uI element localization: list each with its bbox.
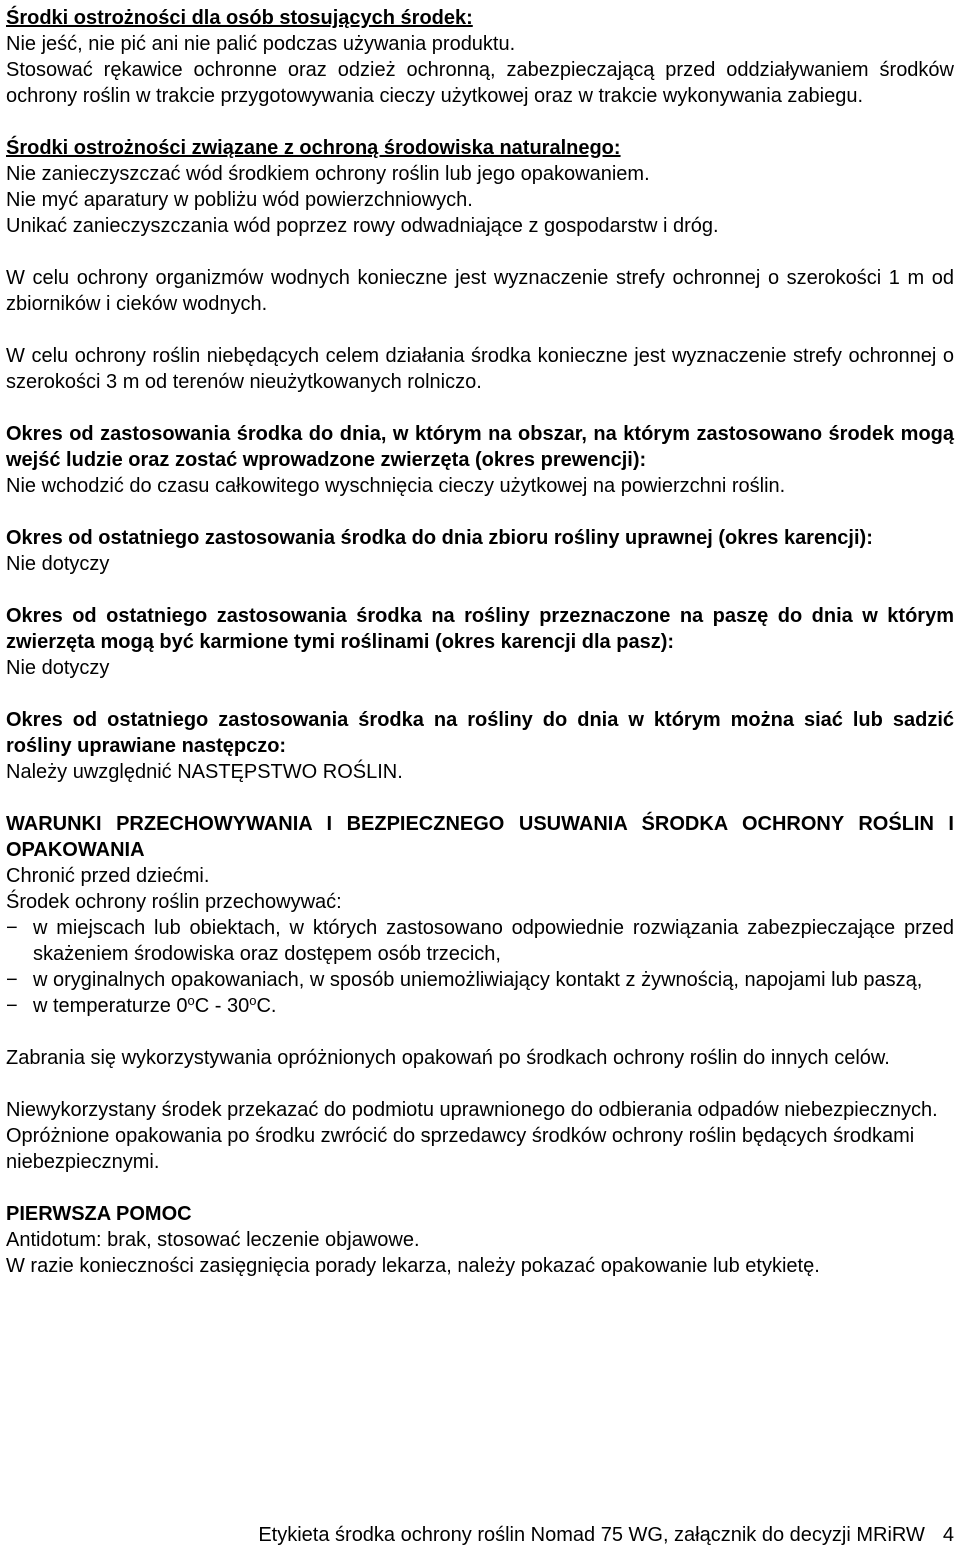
section-storage xyxy=(6,811,954,1019)
disposal-line: Niewykorzystany środek przekazać do podmiotu uprawnionego do odbierania odpadów niebezpiecznych. xyxy=(6,1099,938,1121)
section-disposal xyxy=(6,1097,954,1175)
reentry-title: Okres od zastosowania środka do dnia, w którym na obszar, na którym zastosowano środek mogą wejść ludzie oraz zostać wprowadzone zwierzęta (okres prewencji): xyxy=(6,423,954,471)
env-precautions-line: Nie myć aparatury w pobliżu wód powierzchniowych. xyxy=(6,189,473,211)
reuse-prohibition: Zabrania się wykorzystywania opróżnionych opakowań po środkach ochrony roślin do innych celów. xyxy=(6,1047,890,1069)
env-precautions-line: Nie zanieczyszczać wód środkiem ochrony roślin lub jego opakowaniem. xyxy=(6,163,650,185)
section-feed-interval xyxy=(6,603,954,681)
temperature-text: w temperaturze 0$^o$C - 30$^o$C. xyxy=(33,993,277,1017)
first-aid-line: Antidotum: brak, stosować leczenie objawowe. xyxy=(6,1229,420,1251)
dash-bullet-icon: − xyxy=(6,917,18,939)
dash-bullet-icon: − xyxy=(6,969,18,991)
footer-text: Etykieta środka ochrony roślin Nomad 75 WG, załącznik do decyzji MRiRW xyxy=(258,1524,925,1546)
feed-interval-title: Okres od ostatniego zastosowania środka na rośliny przeznaczone na paszę do dnia w którym zwierzęta mogą być karmione tymi roślinami (okres karencji dla pasz): xyxy=(6,605,954,653)
list-item xyxy=(6,967,954,993)
section-first-aid xyxy=(6,1201,954,1279)
user-precautions-line: Stosować rękawice ochronne oraz odzież ochronną, zabezpieczającą przed oddziaływaniem środków ochrony roślin w trakcie przygotowywania cieczy użytkowej oraz w trakcie wykonywania zabiegu. xyxy=(6,59,954,107)
buffer-zone-plants: W celu ochrony roślin niebędących celem działania środka konieczne jest wyznaczenie strefy ochronnej o szerokości 3 m od terenów nieużytkowanych rolniczo. xyxy=(6,345,954,393)
page-footer xyxy=(258,1522,954,1548)
env-precautions-line: Unikać zanieczyszczania wód poprzez rowy odwadniające z gospodarstw i dróg. xyxy=(6,215,719,237)
reentry-text: Nie wchodzić do czasu całkowitego wyschnięcia cieczy użytkowej na powierzchni roślin. xyxy=(6,475,786,497)
section-reentry xyxy=(6,421,954,499)
list-item xyxy=(6,993,954,1019)
buffer-zone-water: W celu ochrony organizmów wodnych konieczne jest wyznaczenie strefy ochronnej o szerokości 1 m od zbiorników i cieków wodnych. xyxy=(6,267,954,315)
dash-bullet-icon: − xyxy=(6,995,18,1017)
preharvest-text: Nie dotyczy xyxy=(6,553,110,575)
succession-title: Okres od ostatniego zastosowania środka na rośliny do dnia w którym można siać lub sadzić rośliny uprawiane następczo: xyxy=(6,709,954,757)
user-precautions-line: Nie jeść, nie pić ani nie palić podczas używania produktu. xyxy=(6,33,516,55)
list-item xyxy=(6,915,954,967)
list-item-text: w miejscach lub obiektach, w których zastosowano odpowiednie rozwiązania zabezpieczające przed skażeniem środowiska oraz dostępem osób trzecich, xyxy=(33,917,954,965)
storage-bullet-list xyxy=(6,915,954,1019)
preharvest-title: Okres od ostatniego zastosowania środka do dnia zbioru rośliny uprawnej (okres karencji): xyxy=(6,527,873,549)
env-precautions-title: Środki ostrożności związane z ochroną środowiska naturalnego: xyxy=(6,137,621,159)
storage-line: Środek ochrony roślin przechowywać: xyxy=(6,891,342,913)
first-aid-title: PIERWSZA POMOC xyxy=(6,1203,192,1225)
first-aid-line: W razie konieczności zasięgnięcia porady lekarza, należy pokazać opakowanie lub etykietę. xyxy=(6,1255,820,1277)
storage-title: WARUNKI PRZECHOWYWANIA I BEZPIECZNEGO USUWANIA ŚRODKA OCHRONY ROŚLIN I OPAKOWANIA xyxy=(6,813,954,861)
section-preharvest xyxy=(6,525,954,577)
feed-interval-text: Nie dotyczy xyxy=(6,657,110,679)
succession-text: Należy uwzględnić NASTĘPSTWO ROŚLIN. xyxy=(6,761,403,783)
page-number: 4 xyxy=(942,1524,954,1546)
section-user-precautions xyxy=(6,5,954,109)
storage-line: Chronić przed dziećmi. xyxy=(6,865,210,887)
list-item-text: w oryginalnych opakowaniach, w sposób uniemożliwiający kontakt z żywnością, napojami lub paszą, xyxy=(33,969,923,991)
disposal-line: Opróżnione opakowania po środku zwrócić do sprzedawcy środków ochrony roślin będących środkami niebezpiecznymi. xyxy=(6,1125,915,1173)
user-precautions-title: Środki ostrożności dla osób stosujących środek: xyxy=(6,7,473,29)
section-env-precautions xyxy=(6,135,954,239)
label-page xyxy=(6,5,954,1279)
section-succession xyxy=(6,707,954,785)
